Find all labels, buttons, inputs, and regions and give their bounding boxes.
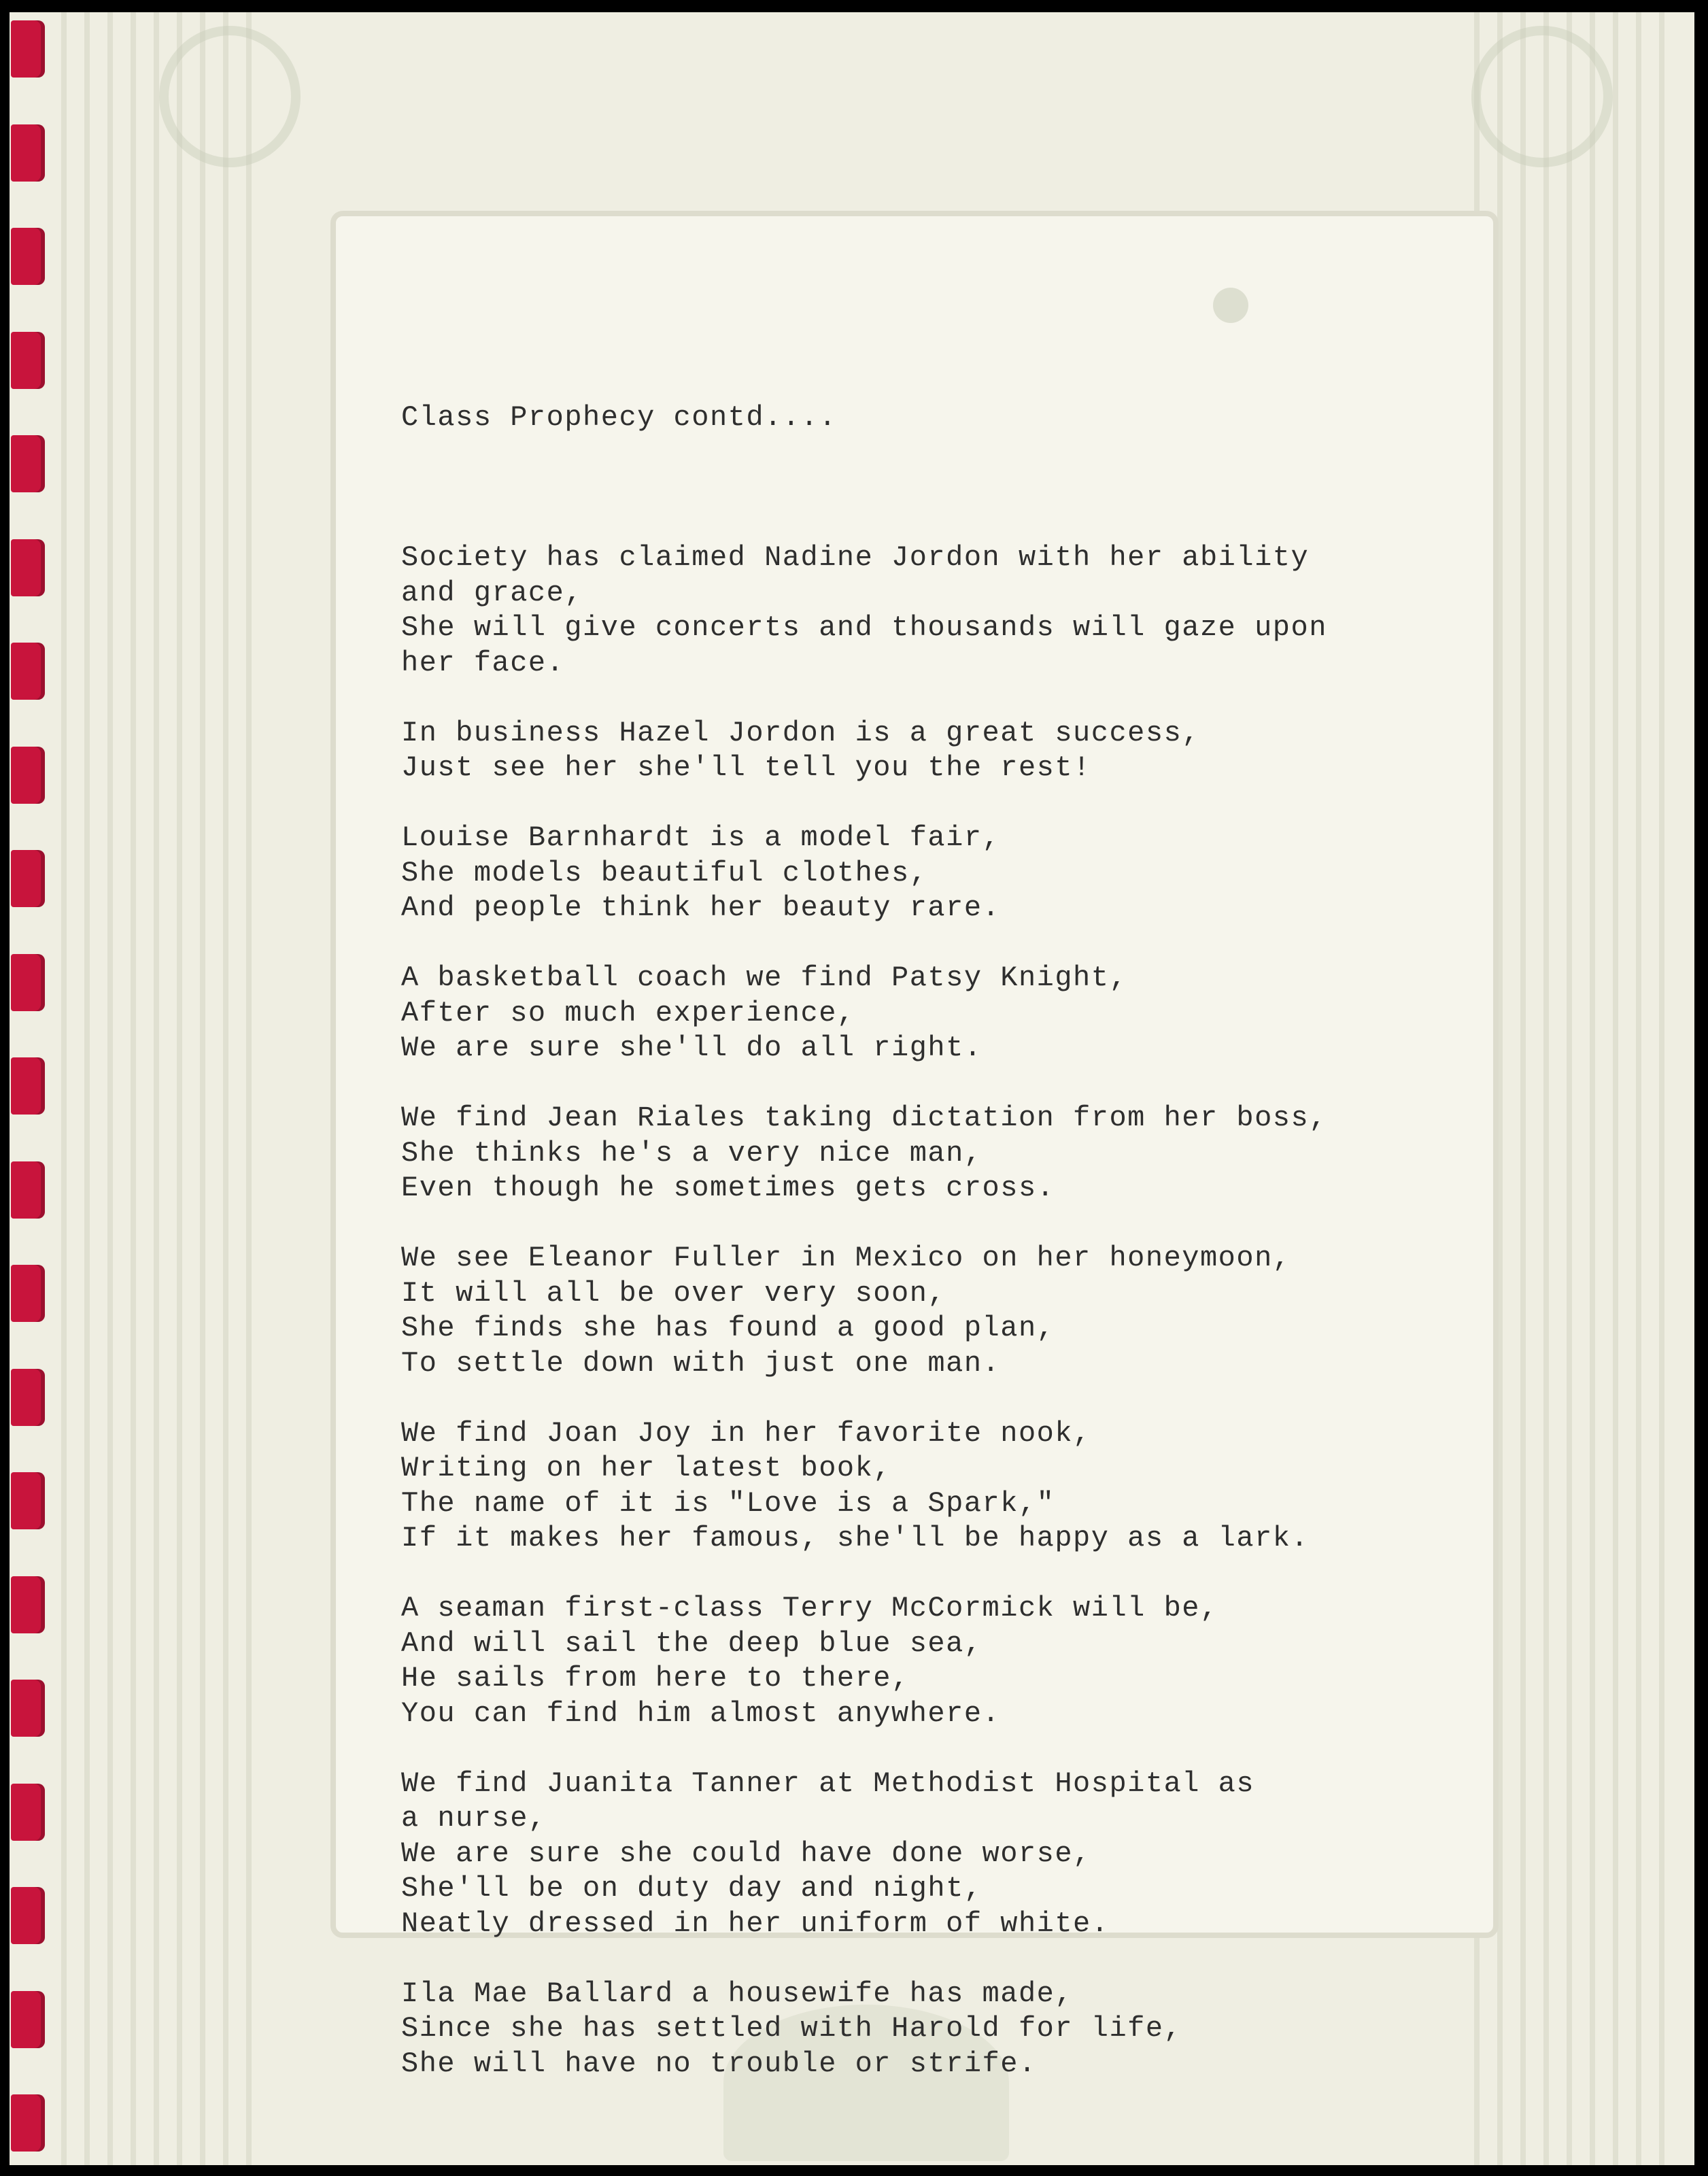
text-line: Writing on her latest book, (401, 1452, 892, 1484)
text-line: She'll be on duty day and night, (401, 1872, 983, 1905)
column-capital-right (1471, 26, 1613, 167)
stanza (401, 1591, 1480, 1731)
binding-ring (11, 1576, 45, 1633)
text-line: If it makes her famous, she'll be happy as a lark. (401, 1522, 1310, 1554)
stanza (401, 1416, 1480, 1557)
decorative-column-left (44, 12, 268, 2165)
text-line: She thinks he's a very nice man, (401, 1136, 983, 1170)
text-line: We are sure she could have done worse, (401, 1837, 1091, 1870)
text-line: Louise Barnhardt is a model fair, (401, 821, 1001, 854)
stanza (401, 1241, 1480, 1381)
binding-ring (11, 124, 45, 182)
binding-ring (11, 20, 45, 78)
text-line: The name of it is "Love is a Spark," (401, 1486, 1055, 1520)
text-line: He sails from here to there, (401, 1662, 910, 1695)
leaf-mark (1213, 288, 1248, 323)
text-line: Even though he sometimes gets cross. (401, 1172, 1055, 1204)
text-line: After so much experience, (401, 996, 855, 1030)
binding-ring (11, 228, 45, 285)
binding-ring (11, 850, 45, 907)
text-line: We find Juanita Tanner at Methodist Hospital as (401, 1767, 1255, 1800)
text-line: A seaman first-class Terry McCormick will be, (401, 1592, 1218, 1625)
stanza (401, 541, 1480, 681)
stanza (401, 1977, 1480, 2082)
text-line: She finds she has found a good plan, (401, 1312, 1055, 1344)
stanza (401, 1101, 1480, 1206)
binding-ring (11, 539, 45, 596)
text-line: We see Eleanor Fuller in Mexico on her honeymoon, (401, 1242, 1291, 1274)
text-line: a nurse, (401, 1802, 547, 1835)
binding-ring (11, 435, 45, 492)
page-title: Class Prophecy contd.... (401, 401, 837, 434)
binding-ring (11, 1161, 45, 1219)
stanza (401, 716, 1480, 786)
text-line: her face. (401, 646, 565, 679)
text-line: Just see her she'll tell you the rest! (401, 751, 1091, 784)
binding-ring (11, 1991, 45, 2048)
text-line: We are sure she'll do all right. (401, 1032, 983, 1064)
binding-ring (11, 1680, 45, 1737)
stanza (401, 821, 1480, 926)
text-line: She models beautiful clothes, (401, 856, 928, 889)
text-line: Neatly dressed in her uniform of white. (401, 1907, 1110, 1940)
typed-text (401, 330, 1480, 2081)
text-line: A basketball coach we find Patsy Knight, (401, 962, 1128, 994)
binding-ring (11, 954, 45, 1011)
text-line: And will sail the deep blue sea, (401, 1627, 983, 1660)
binding-ring (11, 643, 45, 700)
page-sheet (10, 12, 1694, 2165)
text-line: And people think her beauty rare. (401, 891, 1001, 924)
text-line: We find Joan Joy in her favorite nook, (401, 1416, 1091, 1450)
binding-ring (11, 1369, 45, 1426)
text-line: Society has claimed Nadine Jordon with her ability (401, 541, 1310, 574)
binding-ring (11, 1784, 45, 1841)
spiral-binding (0, 0, 48, 2176)
column-capital-left (159, 26, 301, 167)
text-line: It will all be over very soon, (401, 1276, 946, 1310)
text-line: Ila Mae Ballard a housewife has made, (401, 1977, 1074, 2010)
binding-ring (11, 1057, 45, 1115)
text-line: To settle down with just one man. (401, 1346, 1001, 1380)
text-line: You can find him almost anywhere. (401, 1697, 1001, 1730)
binding-ring (11, 1472, 45, 1529)
binding-ring (11, 1265, 45, 1322)
text-line: Since she has settled with Harold for life, (401, 2012, 1182, 2045)
text-panel (330, 211, 1499, 2080)
text-line: We find Jean Riales taking dictation from her boss, (401, 1102, 1327, 1134)
stanza (401, 961, 1480, 1066)
text-line: and grace, (401, 576, 583, 609)
text-line: She will have no trouble or strife. (401, 2047, 1037, 2080)
binding-ring (11, 747, 45, 804)
binding-ring (11, 332, 45, 389)
text-line: She will give concerts and thousands will gaze upon (401, 611, 1327, 644)
stanza (401, 1767, 1480, 1942)
binding-ring (11, 1887, 45, 1944)
text-line: In business Hazel Jordon is a great success, (401, 716, 1200, 749)
binding-ring (11, 2094, 45, 2152)
